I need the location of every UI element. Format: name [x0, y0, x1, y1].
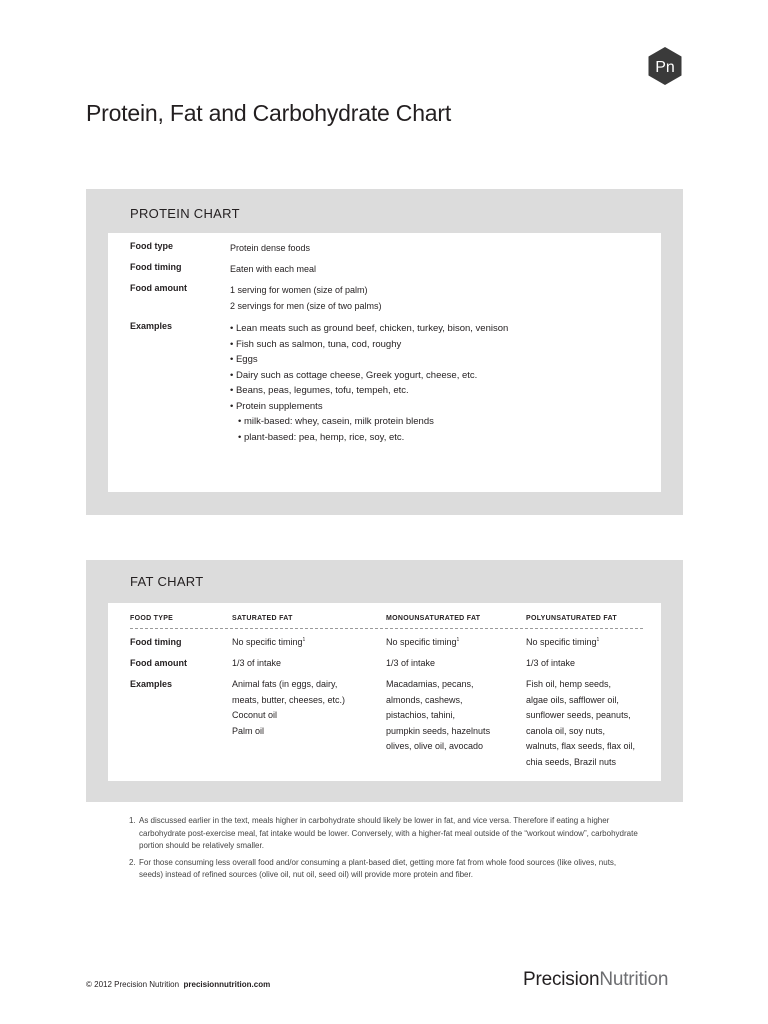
footnote-ref: 1	[302, 637, 306, 643]
timing-monounsaturated	[386, 635, 459, 651]
list-item: pumpkin seeds, hazelnuts	[386, 725, 491, 736]
header-saturated-fat: SATURATED FAT	[232, 615, 293, 622]
row-label-food-amount: Food amount	[130, 658, 187, 668]
header-food-type: FOOD TYPE	[130, 615, 174, 622]
row-label-food-timing: Food timing	[130, 637, 182, 647]
list-item: pistachios, tahini,	[386, 710, 456, 720]
list-item: Palm oil	[232, 725, 265, 736]
footnote-number: 1.	[129, 816, 136, 825]
header-monounsaturated-fat: MONOUNSATURATED FAT	[386, 615, 481, 622]
cell-text: No specific timing	[526, 637, 597, 647]
list-item: Animal fats (in eggs, dairy,	[232, 679, 338, 689]
examples-saturated	[232, 677, 345, 739]
brand-part-2: Nutrition	[599, 969, 669, 990]
row-value-line: 1 serving for women (size of palm)	[230, 285, 368, 295]
footnote-text: For those consuming less overall food and/or consuming a plant-based diet, getting more fat from whole food sources (like olives, nuts, seeds) instead of refined sources (olive oil, nut oil, seed oil) will provide more protein and fiber.	[139, 857, 617, 879]
examples-monounsaturated	[386, 677, 490, 755]
row-value-line: 2 servings for men (size of two palms)	[230, 300, 382, 311]
header-polyunsaturated-fat: POLYUNSATURATED FAT	[526, 615, 617, 622]
list-item: • Beans, peas, legumes, tofu, tempeh, etc.	[230, 385, 409, 396]
protein-chart-panel	[86, 189, 683, 515]
header-divider	[130, 628, 643, 629]
footnote-number: 2.	[129, 857, 136, 867]
list-item: walnuts, flax seeds, flax oil,	[526, 741, 636, 751]
amount-monounsaturated: 1/3 of intake	[386, 658, 436, 668]
list-item: • Dairy such as cottage cheese, Greek yogurt, cheese, etc.	[230, 369, 478, 381]
row-label: Food type	[130, 241, 173, 251]
footnote-1	[129, 815, 639, 853]
website-link[interactable]: precisionnutrition.com	[183, 980, 271, 989]
footer-copyright	[86, 980, 270, 989]
brand-part-1: Precision	[523, 969, 600, 990]
row-label-examples: Examples	[130, 679, 173, 689]
list-item: olives, olive oil, avocado	[386, 741, 484, 751]
list-item: chia seeds, Brazil nuts	[526, 756, 617, 767]
cell-text: No specific timing	[386, 637, 457, 647]
list-sub-item: • plant-based: pea, hemp, rice, soy, etc.	[238, 431, 405, 443]
list-item: Macadamias, pecans,	[386, 679, 474, 689]
footnote-ref: 1	[596, 637, 600, 643]
precision-nutrition-wordmark	[523, 969, 668, 991]
list-sub-item: • milk-based: whey, casein, milk protein blends	[238, 416, 434, 427]
footnotes	[129, 815, 639, 886]
list-item: canola oil, soy nuts,	[526, 725, 606, 736]
row-label: Food amount	[130, 283, 187, 293]
cell-text: No specific timing	[232, 637, 303, 647]
list-item: • Fish such as salmon, tuna, cod, roughy	[230, 338, 402, 350]
timing-saturated	[232, 635, 305, 651]
list-item: Coconut oil	[232, 710, 278, 720]
list-item: almonds, cashews,	[386, 694, 463, 705]
row-label: Food timing	[130, 262, 182, 272]
protein-examples-list	[230, 321, 508, 445]
row-value-line: Protein dense foods	[230, 243, 311, 253]
fat-chart-title: FAT CHART	[130, 574, 204, 589]
page-title: Protein, Fat and Carbohydrate Chart	[86, 100, 452, 126]
copyright-text: © 2012 Precision Nutrition	[86, 980, 180, 989]
row-value-line: Eaten with each meal	[230, 264, 317, 274]
list-item: algae oils, safflower oil,	[526, 694, 619, 705]
amount-saturated: 1/3 of intake	[232, 658, 282, 668]
logo-text: Pn	[655, 59, 675, 76]
timing-polyunsaturated	[526, 635, 599, 651]
fat-chart-card	[108, 603, 661, 781]
examples-polyunsaturated	[526, 677, 635, 770]
amount-polyunsaturated: 1/3 of intake	[526, 658, 576, 668]
row-value	[230, 262, 650, 278]
protein-chart-title: PROTEIN CHART	[130, 206, 240, 221]
list-item: • Protein supplements	[230, 400, 323, 412]
fat-chart-panel	[86, 560, 683, 802]
footnote-ref: 1	[456, 637, 460, 643]
footnote-text: As discussed earlier in the text, meals higher in carbohydrate should likely be lower in fat, and vice versa. Therefore if eating a higher carbohydrate post-exercise meal, fat intake would be lower. Conversely, with a higher-fat meal outside of the “workout window”, carbohydrate portion should be relatively smaller.	[139, 816, 638, 850]
list-item: • Lean meats such as ground beef, chicken, turkey, bison, venison	[230, 323, 509, 334]
row-value	[230, 283, 650, 314]
protein-chart-card	[108, 233, 661, 492]
footnote-2	[129, 857, 639, 882]
row-label: Examples	[130, 321, 173, 331]
pn-hexagon-logo-icon	[646, 47, 684, 85]
row-value	[230, 241, 650, 257]
list-item: • Eggs	[230, 354, 258, 365]
list-item: meats, butter, cheeses, etc.)	[232, 694, 346, 705]
list-item: sunflower seeds, peanuts,	[526, 710, 631, 720]
list-item: Fish oil, hemp seeds,	[526, 679, 612, 689]
